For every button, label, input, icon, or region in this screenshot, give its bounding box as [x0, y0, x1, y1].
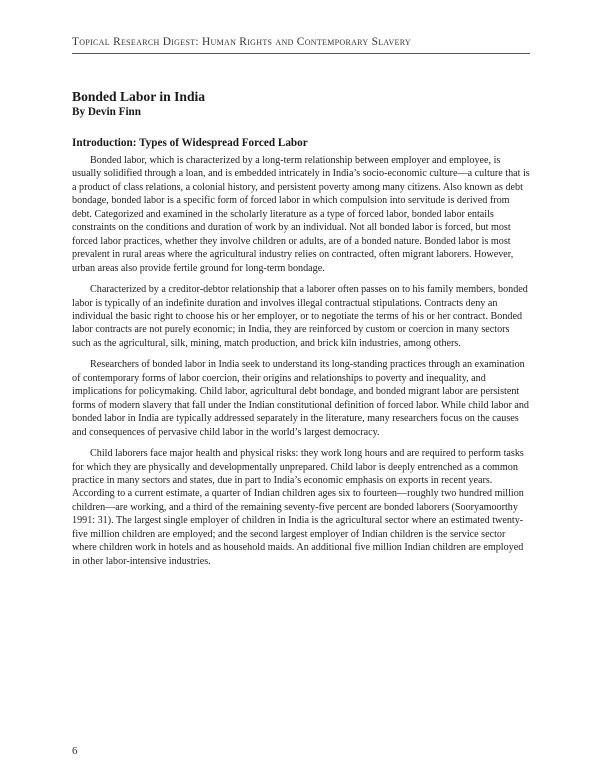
body-paragraph: Researchers of bonded labor in India seek to understand its long-standing practices through an examination of contemporary forms of labor coercion, their origins and relationships to poverty and inequality, and implications for policymaking. Child labor, agricultural debt bondage, and bonded migrant labor are persistent forms of modern slavery that fall under the Indian constitutional definition of forced labor. While child labor and bonded labor in India are typically addressed separately in the literature, many researchers focus on the causes and consequences of pervasive child labor in the world’s largest democracy.: [72, 359, 529, 438]
article-title: Bonded Labor in India: [72, 89, 206, 104]
page-number: 6: [72, 745, 78, 757]
body-paragraph: Child laborers face major health and physical risks: they work long hours and are required to perform tasks for which they are physically and developmentally unprepared. Child labor is deeply entrenched as a common practice in many sectors and states, due in part to India’s economic emphasis on exports in recent years. According to a current estimate, a quarter of Indian children ages six to fourteen—roughly two hundred million children—are working, and a third of the remaining seventy-five percent are bonded laborers (Sooryamoorthy 1991: 31). The largest single employer of children in India is the agricultural sector where an estimated twenty-five million children are employed; and the second largest employer of Indian children is the service sector where children work in hotels and as household maids. An additional five million Indian children are employed in other labor-intensive industries.: [72, 448, 524, 567]
body-paragraph: Bonded labor, which is characterized by a long-term relationship between employer and employee, is usually solidified through a loan, and is embedded intricately in India’s socio-economic culture—a culture that is a product of class relations, a colonial history, and persistent poverty among many citizens. Also known as debt bondage, bonded labor is a specific form of forced labor in which compulsion into servitude is derived from debt. Categorized and examined in the scholarly literature as a type of forced labor, bonded labor entails constraints on the conditions and duration of work by an individual. Not all bonded labor is forced, but most forced labor practices, whether they involve children or adults, are of a bonded nature. Bonded labor is most prevalent in rural areas where the agricultural industry relies on contracted, often migrant laborers. However, urban areas also provide fertile ground for long-term bondage.: [72, 155, 530, 274]
byline: By Devin Finn: [72, 106, 142, 118]
running-header: Topical Research Digest: Human Rights and Contemporary Slavery: [72, 36, 411, 48]
header-rule: [72, 53, 530, 54]
section-heading: Introduction: Types of Widespread Forced Labor: [72, 137, 308, 149]
article-body: [72, 154, 530, 576]
body-paragraph: Characterized by a creditor-debtor relationship that a laborer often passes on to his family members, bonded labor is typically of an indefinite duration and involves illegal contractual stipulations. Contracts deny an individual the basic right to choose his or her employer, or to negotiate the terms of his or her contract. Bonded labor contracts are not purely economic; in India, they are reinforced by custom or coercion in many sectors such as the agricultural, silk, mining, match production, and brick kiln industries, among others.: [72, 284, 528, 349]
